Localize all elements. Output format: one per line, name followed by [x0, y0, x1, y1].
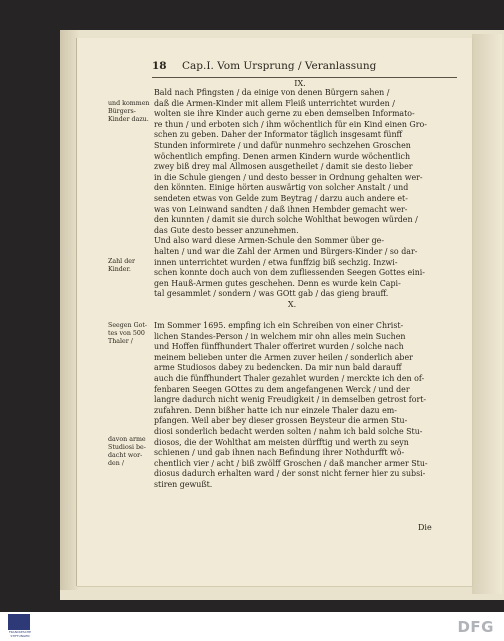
- text-line: langre dadurch nicht wenig Freudigkeit / in demselben getrost fort-: [154, 395, 427, 405]
- text-line: Im Sommer 1695. empfing ich ein Schreiben von einer Christ-: [154, 321, 404, 330]
- text-line: chentlich vier / acht / biß zwölff Groschen / daß mancher armer Stu-: [154, 458, 428, 468]
- section-x-text: [154, 321, 454, 491]
- margin-note-zahl-der-kinder: [108, 258, 154, 274]
- text-line: schienen / und gab ihnen nach Befindung ihrer Nothdurfft wö-: [154, 448, 405, 458]
- text-line: innen unterrichtet wurden / etwa funffzig biß sechzig. Inzwi-: [154, 257, 398, 267]
- text-line: den kunnten / damit sie durch solche Wohlthat bewogen würden /: [154, 215, 418, 225]
- margin-note-line: Kinder dazu.: [108, 116, 149, 123]
- margin-note-line: Bürgers-: [108, 108, 136, 115]
- page-stack-edge: [472, 34, 502, 594]
- text-line: zufahren. Denn bißher hatte ich nur einzele Thaler dazu em-: [154, 405, 397, 415]
- text-line: pfangen. Weil aber bey dieser grossen Beysteur die armen Stu-: [154, 416, 408, 426]
- text-line: schen zu geben. Daher der Informator täglich insgesamt fünff: [154, 130, 403, 140]
- margin-note-line: dacht wor-: [108, 452, 143, 459]
- text-line: fenbaren Seegen GOttes zu dem angefangenen Werck / und der: [154, 384, 410, 394]
- catchword: Die: [418, 523, 432, 532]
- text-line: re thun / und erboten sich / ihm wöchentlich für ein Kind einen Gro-: [154, 119, 427, 129]
- footer-bar: [0, 612, 504, 641]
- franckesche-stiftungen-label: FRANCKESCHE STIFTUNGEN: [8, 630, 32, 638]
- margin-note-line: Kinder.: [108, 266, 131, 273]
- text-line: arme Studiosos dabey zu bedencken. Da mir nun bald darauff: [154, 363, 402, 373]
- text-line: halten / und war die Zahl der Armen und Bürgers-Kinder / so dar-: [154, 246, 418, 256]
- text-line: Stunden informirete / und dafür nunmehro sechzehen Groschen: [154, 140, 411, 150]
- text-line: wolten sie ihre Kinder auch gerne zu eben demselben Informato-: [154, 109, 415, 119]
- text-line: Bald nach Pfingsten / da einige von denen Bürgern sahen /: [154, 88, 390, 97]
- margin-note-line: Zahl der: [108, 258, 135, 265]
- text-line: den könnten. Einige hörten auswärtig von solcher Anstalt / und: [154, 183, 409, 193]
- text-line: meinem belieben unter die Armen zuver heilen / sonderlich aber: [154, 352, 413, 362]
- text-line: gen Hauß-Armen gutes geschehen. Denn es wurde kein Capi-: [154, 278, 401, 288]
- dfg-logo: DFG: [457, 618, 494, 636]
- text-line: tal gesammlet / sondern / was GOtt gab / das gieng brauff.: [154, 289, 389, 299]
- text-line: diosi sonderlich bedacht werden solten / nahm ich bald solche Stu-: [154, 426, 423, 436]
- margin-note-seegen-gottes: [108, 322, 154, 346]
- text-line: lichen Standes-Person / in welchem mir ohn alles mein Suchen: [154, 331, 406, 341]
- margin-note-arme-studiosi: [108, 436, 154, 468]
- page-number: 18: [152, 60, 167, 72]
- franckesche-stiftungen-logo: [8, 614, 30, 630]
- running-title: Cap.I. Vom Ursprung / Veranlassung: [182, 60, 377, 72]
- text-line: stiren gewußt.: [154, 479, 213, 489]
- margin-note-line: Studiosi be-: [108, 444, 146, 451]
- text-line: daß die Armen-Kinder mit allem Fleiß unterrichtet wurden /: [154, 98, 395, 108]
- text-line: sendeten etwas von Gelde zum Beytrag / darzu auch andere et-: [154, 193, 408, 203]
- margin-note-line: tes von 500: [108, 330, 145, 337]
- text-line: schen konnte doch auch von dem zufliessenden Seegen Gottes eini-: [154, 268, 425, 278]
- text-line: in die Schule giengen / und desto besser in Ordnung gehalten wer-: [154, 172, 423, 182]
- header-rule: [152, 77, 457, 78]
- section-marker-x: X.: [287, 300, 297, 309]
- text-line: das Gute desto besser anzunehmen.: [154, 225, 299, 235]
- margin-note-line: und kommen: [108, 100, 150, 107]
- text-line: wöchentlich empfing. Denen armen Kindern wurde wöchentlich: [154, 151, 411, 161]
- margin-note-line: Thaler /: [108, 338, 133, 345]
- text-line: zwey biß drey mal Allmosen ausgetheilet / damit sie desto lieber: [154, 162, 413, 172]
- text-line: Und also ward diese Armen-Schule den Sommer über ge-: [154, 236, 384, 246]
- text-line: diosus dadurch erhalten ward / der sonst nicht ferner hier zu subsi-: [154, 469, 426, 479]
- text-line: was von Leinwand sandten / daß ihnen Hembder gemacht wer-: [154, 204, 408, 214]
- section-ix-text: [154, 88, 454, 300]
- text-line: diosos, die der Wohlthat am meisten dürfftig und werth zu seyn: [154, 437, 409, 447]
- text-line: und Hoffen fünffhundert Thaler offeriret wurden / solche nach: [154, 342, 404, 352]
- text-line: auch die fünffhundert Thaler gezahlet wurden / merckte ich den of-: [154, 373, 425, 383]
- margin-note-buergers-kinder: [108, 100, 154, 124]
- margin-note-line: den /: [108, 460, 124, 467]
- margin-note-line: davon arme: [108, 436, 146, 443]
- section-marker-ix: IX.: [294, 79, 306, 88]
- margin-note-line: Seegen Got-: [108, 322, 148, 329]
